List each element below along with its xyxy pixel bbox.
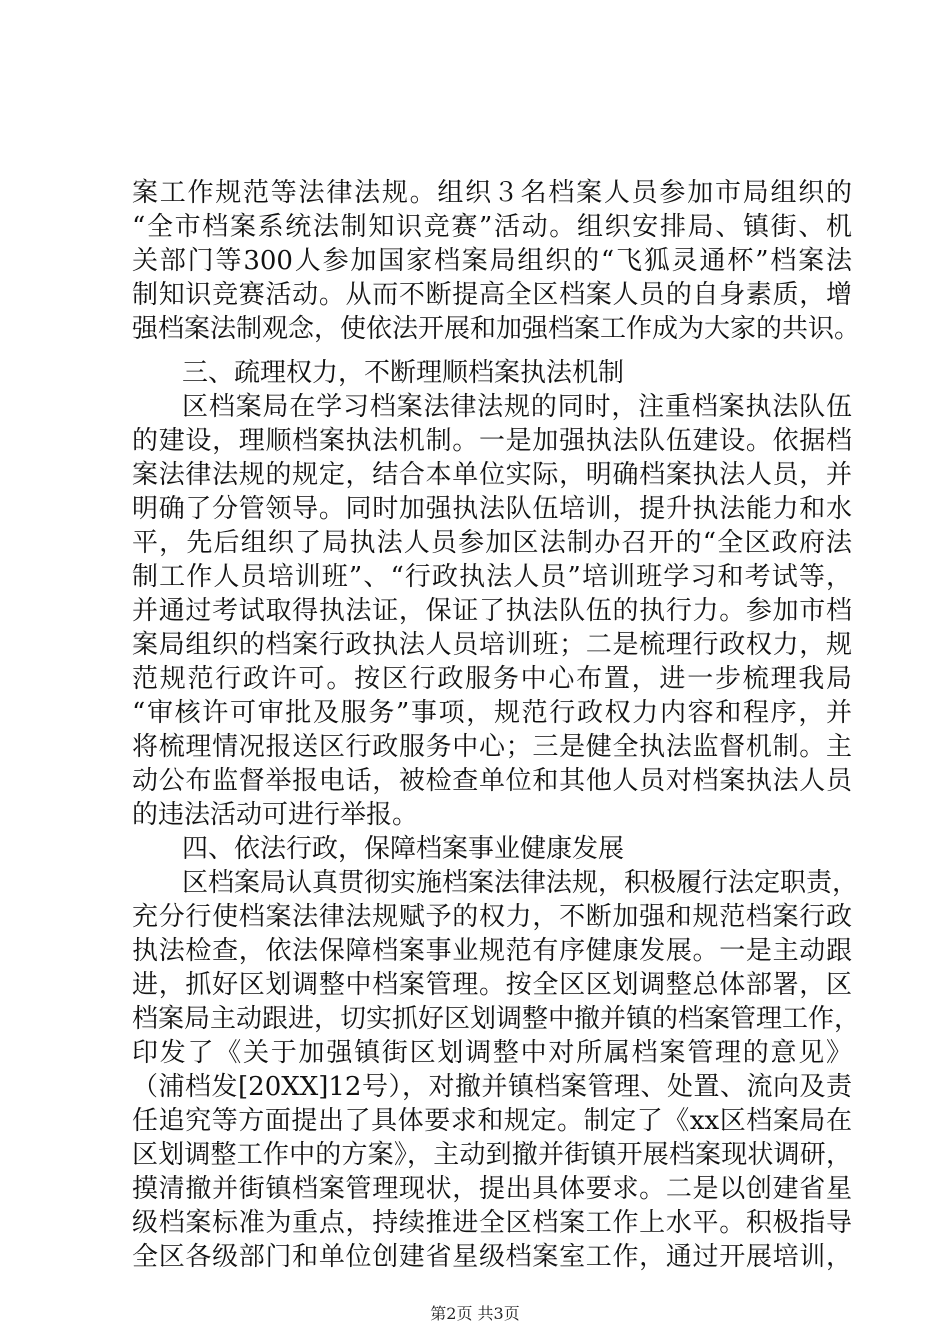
paragraph-3-line: 区档案局在学习档案法律法规的同时，注重档案执法队伍: [182, 392, 852, 422]
paragraph-4-line: 印发了《关于加强镇街区划调整中对所属档案管理的意见》: [132, 1038, 852, 1068]
page-number-footer: 第2页 共3页: [430, 1304, 520, 1323]
paragraph-4-line: 级档案标准为重点，持续推进全区档案工作上水平。积极指导: [132, 1208, 852, 1238]
paragraph-3-line: 的违法活动可进行举报。: [132, 800, 419, 830]
paragraph-4-line: 区档案局认真贯彻实施档案法律法规，积极履行法定职责，: [182, 868, 859, 898]
paragraph-4-line: （浦档发[20XX]12号），对撤并镇档案管理、处置、流向及责: [132, 1072, 852, 1102]
paragraph-3-line: 案法律法规的规定，结合本单位实际，明确档案执法人员，并: [132, 460, 852, 490]
paragraph-4-line: 进，抓好区划调整中档案管理。按全区区划调整总体部署，区: [132, 970, 852, 1000]
paragraph-4-line: 任追究等方面提出了具体要求和规定。制定了《xx区档案局在: [132, 1106, 852, 1136]
paragraph-1-line: 关部门等300人参加国家档案局组织的“飞狐灵通杯”档案法: [132, 246, 852, 276]
paragraph-1-line: 案工作规范等法律法规。组织３名档案人员参加市局组织的: [132, 178, 852, 208]
paragraph-4-line: 执法检查，依法保障档案事业规范有序健康发展。一是主动跟: [132, 936, 852, 966]
section-heading-3: 三、疏理权力，不断理顺档案执法机制: [182, 358, 625, 388]
paragraph-3-line: 的建设，理顺档案执法机制。一是加强执法队伍建设。依据档: [132, 426, 852, 456]
paragraph-3-line: 案局组织的档案行政执法人员培训班；二是梳理行政权力，规: [132, 630, 852, 660]
paragraph-3-line: 平，先后组织了局执法人员参加区法制办召开的“全区政府法: [132, 528, 852, 558]
paragraph-1-line: 强档案法制观念，使依法开展和加强档案工作成为大家的共识。: [132, 314, 861, 344]
paragraph-4-line: 摸清撤并街镇档案管理现状，提出具体要求。二是以创建省星: [132, 1174, 852, 1204]
paragraph-3-line: 制工作人员培训班”、“行政执法人员”培训班学习和考试等，: [132, 562, 852, 592]
paragraph-4-line: 全区各级部门和单位创建省星级档案室工作，通过开展培训，: [132, 1242, 852, 1272]
paragraph-1-line: “全市档案系统法制知识竞赛”活动。组织安排局、镇街、机: [132, 212, 852, 242]
paragraph-3-line: 范规范行政许可。按区行政服务中心布置，进一步梳理我局: [132, 664, 852, 694]
paragraph-4-line: 充分行使档案法律法规赋予的权力，不断加强和规范档案行政: [132, 902, 852, 932]
paragraph-4-line: 档案局主动跟进，切实抓好区划调整中撤并镇的档案管理工作，: [132, 1004, 861, 1034]
paragraph-3-line: 明确了分管领导。同时加强执法队伍培训，提升执法能力和水: [132, 494, 852, 524]
paragraph-3-line: 将梳理情况报送区行政服务中心；三是健全执法监督机制。主: [132, 732, 852, 762]
paragraph-3-line: 并通过考试取得执法证，保证了执法队伍的执行力。参加市档: [132, 596, 852, 626]
paragraph-1-line: 制知识竞赛活动。从而不断提高全区档案人员的自身素质，增: [132, 280, 852, 310]
paragraph-3-line: “审核许可审批及服务”事项，规范行政权力内容和程序，并: [132, 698, 852, 728]
paragraph-3-line: 动公布监督举报电话，被检查单位和其他人员对档案执法人员: [132, 766, 852, 796]
paragraph-4-line: 区划调整工作中的方案》，主动到撤并街镇开展档案现状调研，: [132, 1140, 852, 1170]
section-heading-4: 四、依法行政，保障档案事业健康发展: [182, 834, 625, 864]
